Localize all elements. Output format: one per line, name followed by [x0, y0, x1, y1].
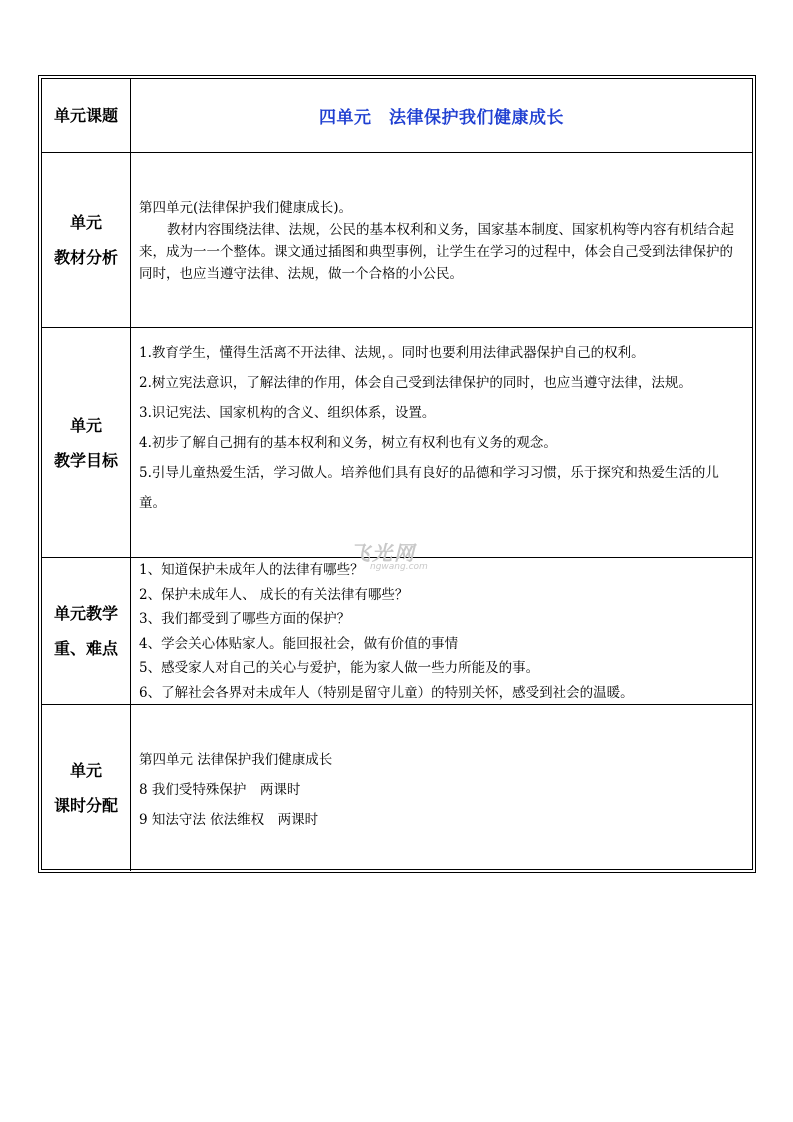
keypoint-item: 5、感受家人对自己的关心与爱护，能为家人做一些力所能及的事。	[139, 660, 540, 676]
keypoint-item: 2、保护未成年人、 成长的有关法律有哪些？	[139, 586, 409, 603]
goal-item: 4.初步了解自己拥有的基本权利和义务，树立有权利也有义务的观念。	[139, 435, 557, 451]
label-textbook-analysis	[42, 153, 131, 327]
row-unit-title	[42, 79, 752, 153]
label-teaching-goals	[42, 328, 131, 557]
goal-item: 5.引导儿童热爱生活，学习做人。培养他们具有良好的品德和学习习惯，乐于探究和热爱生活的儿童。	[139, 465, 719, 511]
row-key-difficult-points	[42, 558, 752, 705]
goal-item: 3.识记宪法、国家机构的含义、组织体系，设置。	[139, 405, 436, 421]
label-line: 重、难点	[53, 639, 118, 658]
lesson-plan-table	[38, 75, 756, 873]
textbook-analysis-text	[131, 153, 752, 327]
label-line: 教学目标	[53, 450, 118, 470]
row-lesson-schedule	[42, 705, 752, 871]
row-teaching-goals	[42, 328, 752, 558]
table-inner-border	[41, 78, 753, 870]
label-lesson-schedule	[42, 705, 131, 871]
label-unit-title	[42, 79, 131, 152]
keypoint-item: 6、了解社会各界对未成年人（特别是留守儿童）的特别关怀，感受到社会的温暖。	[139, 684, 634, 701]
unit-title: 四单元 法律保护我们健康成长	[319, 108, 564, 128]
schedule-item: 第四单元 法律保护我们健康成长	[139, 752, 333, 768]
keypoint-item: 1、知道保护未成年人的法律有哪些？	[139, 562, 364, 578]
label-key-points	[42, 558, 131, 704]
row-textbook-analysis	[42, 153, 752, 328]
goal-item: 1.教育学生，懂得生活离不开法律、法规，。同时也要利用法律武器保护自己的权利。	[139, 345, 645, 361]
label-line: 教材分析	[53, 248, 118, 267]
key-points-list	[131, 558, 752, 704]
label-line: 单元	[69, 761, 102, 780]
label-line: 单元	[69, 213, 102, 232]
schedule-item: 8 我们受特殊保护 两课时	[139, 782, 301, 798]
unit-title-cell	[131, 79, 752, 152]
lesson-schedule-list	[131, 705, 752, 871]
analysis-line: 第四单元(法律保护我们健康成长)。	[139, 200, 353, 216]
label-text: 单元课题	[53, 106, 118, 125]
teaching-goals-list	[131, 328, 752, 557]
watermark-text: 飞光网	[350, 541, 416, 565]
keypoint-item: 4、学会关心体贴家人。能回报社会，做有价值的事情	[139, 635, 459, 652]
schedule-item: 9 知法守法 依法维权 两课时	[139, 812, 319, 828]
keypoint-item: 3、我们都受到了哪些方面的保护？	[139, 611, 351, 627]
label-line: 单元	[69, 415, 102, 435]
label-line: 课时分配	[53, 796, 118, 815]
goal-item: 2.树立宪法意识，了解法律的作用，体会自己受到法律保护的同时，也应当遵守法律，法规。	[139, 375, 692, 391]
watermark-url: ngwang.com	[370, 562, 428, 572]
analysis-paragraph: 教材内容围绕法律、法规，公民的基本权利和义务，国家基本制度、国家机构等内容有机结合起来，成为一一个整体。课文通过插图和典型事例，让学生在学习的过程中，体会自己受到法律保护的同时，也应当遵守法律、法规，做一个合格的小公民。	[139, 222, 734, 282]
label-line: 单元教学	[53, 604, 118, 623]
